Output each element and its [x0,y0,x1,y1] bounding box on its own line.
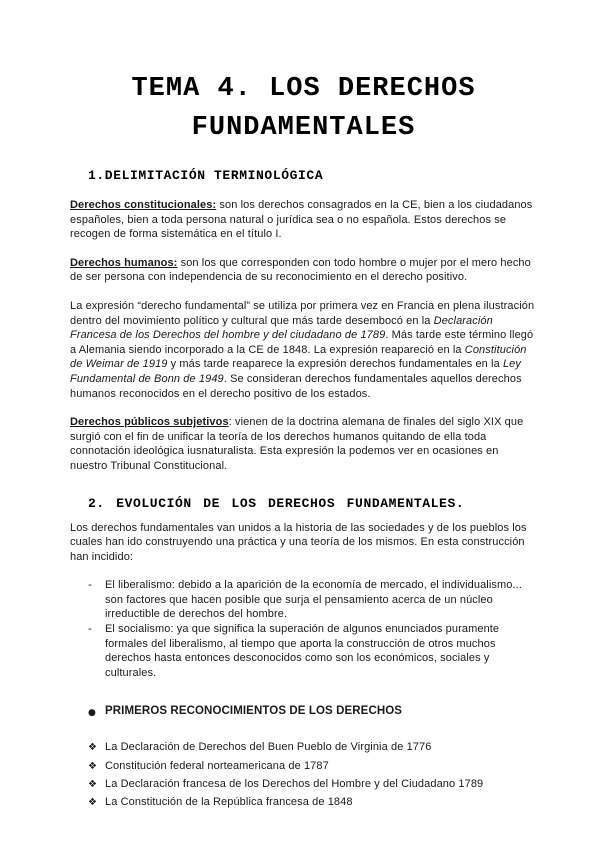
list-item-text: El socialismo: ya que significa la superación de algunos enunciados puramente formales del liberalismo, al tiempo que aporta la construcción de otros muchos derechos hasta entonces desconocidos como son los económicos, sociales y culturales. [105,623,500,679]
paragraph-text: La expresión “derecho fundamental” se utiliza por primera vez en Francia en plena ilustración dentro del movimiento político y cultural que más tarde desembocó en la [70,299,535,327]
subheading-primeros-reconocimientos [88,704,537,720]
paragraph-text: . Más tarde este término llegó a Alemania siendo incorporado a la CE de 1848. La expresión reapareció en la [70,329,534,356]
diamond-bullet-icon: ❖ [88,778,98,790]
term-derechos-constitucionales: Derechos constitucionales: [70,199,217,211]
document-title [70,70,537,148]
list-item-text: La Declaración francesa de los Derechos del Hombre y del Ciudadano 1789 [105,777,484,790]
title-line-1: TEMA 4. LOS DERECHOS [131,74,476,104]
paragraph-text: . Se consideran derechos fundamentales aquellos derechos humanos reconocidos en el derecho positivo de los estados. [70,372,522,400]
italic-constitucion-weimar: Constitución de Weimar de 1919 [70,343,527,371]
list-item-text: El liberalismo: debido a la aparición de la economía de mercado, el individualismo... son factores que hacen posible que surja el pensamiento acerca de un núcleo irreductible de derechos del hombre. [105,579,522,621]
dash-bullet-icon: - [88,622,93,636]
term-derechos-publicos-subjetivos: Derechos públicos subjetivos [70,416,229,429]
influences-list [88,578,537,680]
term-derechos-humanos: Derechos humanos: [70,256,178,269]
paragraph-text: y más tarde reaparece la expresión derechos fundamentales en la [167,358,503,371]
subheading-text: PRIMEROS RECONOCIMIENTOS DE LOS DERECHOS [105,705,403,718]
paragraph-text: son los derechos consagrados en la CE, bien a los ciudadanos españoles, bien a toda persona natural o jurídica sea o no española. Estos derechos se recogen de forma sistemática en el título I. [70,199,533,241]
italic-declaracion-francesa: Declaración Francesa de los Derechos del hombre y del ciudadano de 1789 [70,314,493,342]
paragraph-derechos-constitucionales [70,198,537,242]
list-item-virginia-1776 [88,740,537,756]
paragraph-derecho-fundamental-historia [70,299,537,401]
list-item-declaracion-1789 [88,777,537,793]
paragraph-evolucion-intro: Los derechos fundamentales van unidos a la historia de las sociedades y de los pueblos los cuales han ido construyendo una práctica y una teoría de los mismos. En esta construcción han incidido: [70,521,527,563]
list-item-liberalismo [88,578,537,622]
first-recognitions-list [88,740,537,810]
italic-ley-fundamental-bonn: Ley Fundamental de Bonn de 1949 [70,358,522,385]
list-item-text: Constitución federal norteamericana de 1787 [105,759,329,772]
paragraph-derechos-humanos [70,256,537,285]
diamond-bullet-icon: ❖ [88,760,98,772]
diamond-bullet-icon: ❖ [88,796,98,808]
dash-bullet-icon: - [88,578,93,592]
paragraph-text: son los que corresponden con todo hombre o mujer por el mero hecho de ser persona con independencia de su reconocimiento en el derecho positivo. [70,256,531,284]
list-item-constitucion-1848 [88,795,537,811]
section-heading-delimitacion-terminologica: 1.DELIMITACIÓN TERMINOLÓGICA [88,168,324,183]
section-heading-evolucion-derechos: 2. EVOLUCIÓN DE LOS DERECHOS FUNDAMENTALES. [88,495,465,511]
diamond-bullet-icon: ❖ [88,742,98,754]
title-line-2: FUNDAMENTALES [191,113,416,143]
circle-bullet-icon: ● [88,708,96,719]
list-item-socialismo [88,622,537,680]
list-item-text: La Constitución de la República francesa de 1848 [105,795,353,808]
list-item-text: La Declaración de Derechos del Buen Pueblo de Virginia de 1776 [105,741,432,754]
list-item-constitucion-1787 [88,759,537,775]
paragraph-derechos-publicos-subjetivos [70,415,537,473]
paragraph-text: : vienen de la doctrina alemana de finales del siglo XIX que surgió con el fin de unificar la teoría de los derechos humanos quitando de ella toda connotación ideológica iusnaturalista. Esta expresión la podemos ver en ocasiones en nuestro Tribunal Constitucional. [70,416,524,472]
